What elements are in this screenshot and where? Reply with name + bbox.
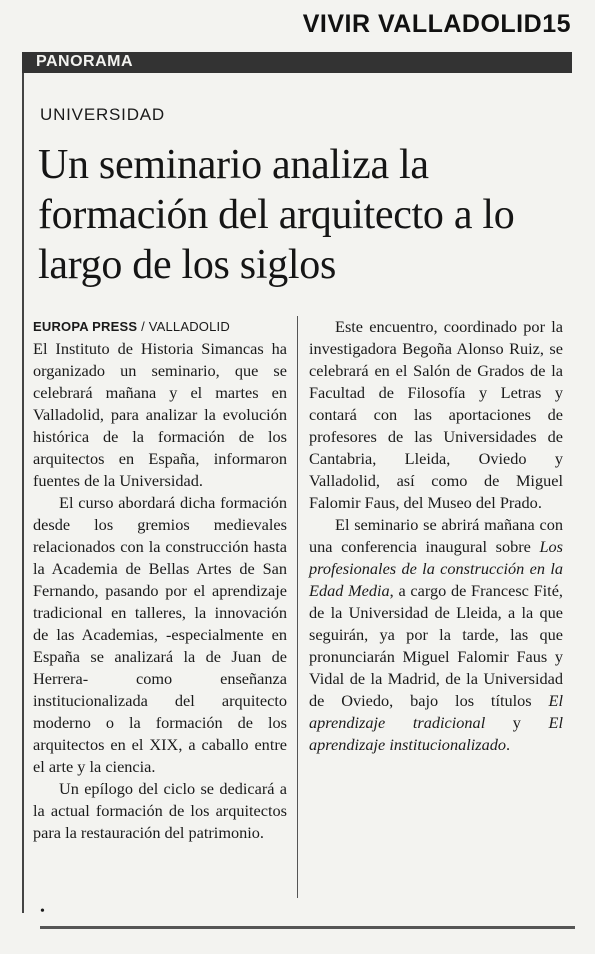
bottom-rule — [40, 926, 575, 929]
paragraph-5-text-a: El seminario se abrirá mañana con una conferencia inaugural sobre — [309, 515, 563, 556]
article-topic: UNIVERSIDAD — [40, 105, 165, 124]
paragraph-5-text-b: , a cargo de Francesc Fité, de la Universidad de Lleida, a la que seguirán, ya por la tarde, las que pronunciarán Miguel Falomir Faus y Vidal de la Madrid, de la Universidad de Oviedo, bajo los títulos — [309, 581, 563, 710]
byline-place: VALLADOLID — [148, 319, 230, 334]
paragraph-3: Un epílogo del ciclo se dedicará a la actual formación de los arquitectos para la restauración del patrimonio. — [33, 779, 287, 842]
article-column-left — [33, 316, 287, 844]
page-header — [303, 10, 571, 39]
page-number: 15 — [542, 10, 571, 38]
paragraph-2: El curso abordará dicha formación desde los gremios medievales relacionados con la construcción hasta la Academia de Bellas Artes de San Fernando, pasando por el aprendizaje tradicional en talleres, la innovación de las Academias, -especialmente en España se analizará la de Juan de Herrera- como enseñanza institucionalizada del arquitecto moderno o la formación de los arquitectos en el XIX, a caballo entre el arte y la ciencia. — [33, 493, 287, 776]
section-label: PANORAMA — [36, 53, 134, 70]
byline-separator: / — [137, 319, 149, 334]
paragraph-4: Este encuentro, coordinado por la investigadora Begoña Alonso Ruiz, se celebrará en el Salón de Grados de la Facultad de Filosofía y Letras y contará con las aportaciones de profesores de las Universidades de Cantabria, Lleida, Oviedo y Valladolid, así como de Miguel Falomir Faus, del Museo del Prado. — [309, 317, 563, 512]
end-mark: • — [40, 904, 45, 919]
paragraph-5-text-c: y — [485, 713, 549, 732]
left-rule — [22, 73, 24, 913]
lecture-title-1: Los profesionales de la construcción en la Edad Media — [309, 537, 563, 600]
section-bar — [22, 52, 572, 73]
byline-agency: EUROPA PRESS — [33, 319, 138, 334]
paragraph-5 — [309, 514, 563, 756]
article-column-right — [309, 316, 563, 756]
article-headline: Un seminario analiza la formación del arquitecto a lo largo de los siglos — [38, 142, 515, 288]
paragraph-1: El Instituto de Historia Simancas ha organizado un seminario, que se celebrará mañana y el martes en Valladolid, para analizar la evolución histórica de la formación de los arquitectos en España, informaron fuentes de la Universidad. — [33, 339, 287, 490]
lecture-title-3: El aprendizaje institucionalizado — [309, 713, 563, 754]
paragraph-5-text-d: . — [506, 735, 511, 754]
byline — [33, 316, 287, 338]
newspaper-section-title: VIVIR VALLADOLID — [302, 10, 543, 38]
lecture-title-2: El aprendizaje tradicional — [309, 691, 563, 732]
column-divider — [297, 316, 298, 898]
